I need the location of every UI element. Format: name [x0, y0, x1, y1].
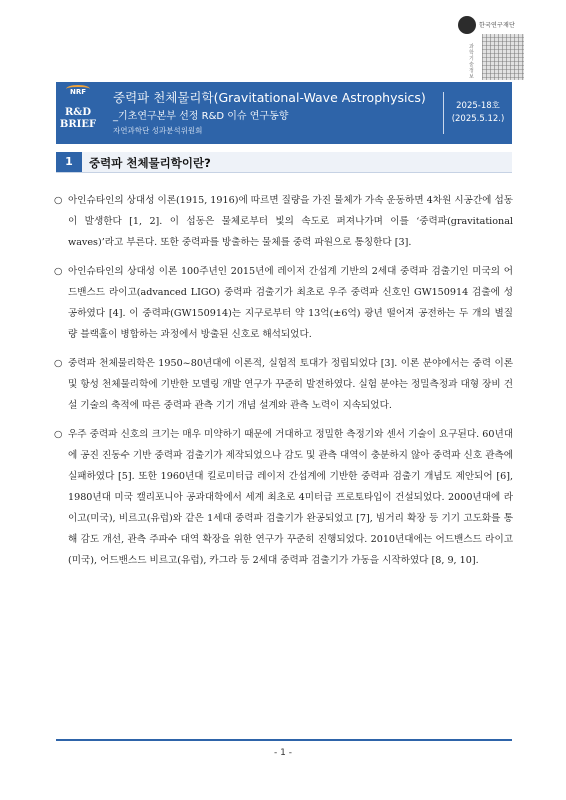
section-title: 중력파 천체물리학이란? — [89, 156, 211, 170]
foundation-logo-icon — [458, 16, 476, 34]
paragraph — [54, 190, 513, 253]
section-number: 1 — [56, 152, 82, 172]
document-title: 중력파 천체물리학(Gravitational-Wave Astrophysics) — [113, 90, 426, 105]
bullet-circle-icon: ○ — [54, 429, 63, 440]
logo-brief: BRIEF — [59, 119, 97, 130]
issue-number: 2025-18호 — [456, 101, 500, 111]
issue-date: (2025.5.12.) — [451, 114, 505, 124]
bullet-circle-icon: ○ — [54, 266, 63, 277]
paragraph-text: 중력파 천체물리학은 1950~80년대에 이론적, 실험적 토대가 정립되었다 [3]. 이론 분야에서는 중력 이론 및 항성 천체물리학에 기반한 모델링 개발 연구가 꾸준히 발전하였다. 실험 분야는 정밀측정과 대형 장비 건설 기술의 축적에 따른 중력파 관측 기기 개념 설계와 관측 노력이 지속되었다. — [68, 358, 513, 411]
paragraph-text: 아인슈타인의 상대성 이론(1915, 1916)에 따르면 질량을 가진 물체가 가속 운동하면 4차원 시공간에 섭동이 발생한다 [1, 2]. 이 섭동은 물체로부터 빛의 속도로 퍼져나가며 이를 ‘중력파(gravitational waves)’라고 부른다. 또한 중력파를 방출하는 물체를 중력 파원으로 통칭한다 [3]. — [68, 195, 513, 248]
document-subtitle: _기초연구본부 선정 R&D 이슈 연구동향 — [113, 111, 289, 122]
paragraph-text: 우주 중력파 신호의 크기는 매우 미약하기 때문에 거대하고 정밀한 측정기와 센서 기술이 요구된다. 60년대에 공진 진동수 기반 중력파 검출기가 제작되었으나 감도 및 관측 대역이 충분하지 않아 중력파 신호 관측에 실패하였다 [5]. 또한 1960년대 킬로미터급 레이저 간섭계에 기반한 중력파 검출기 개념도 제안되어 [6], 1980년대 미국 캘리포니아 공과대학에서 세계 최초로 4미터급 프로토타입이 건설되었다. 2000년대에 라이고(미국), 비르고(유럽)와 같은 1세대 중력파 검출기가 완공되었고 [7], 빔거리 확장 등 기기 고도화를 통해 감도 개선, 관측 주파수 대역 확장을 위한 연구가 꾸준히 진행되었다. 2010년대에는 어드밴스드 라이고 (미국), 어드밴스드 비르고(유럽), 카그라 등 2세대 중력파 검출기가 가동을 시작하였다 [8, 9, 10]. — [68, 429, 513, 566]
document-organization: 자연과학단 성과분석위원회 — [113, 126, 203, 135]
rd-brief-logo — [56, 82, 100, 144]
page-number: - 1 - — [274, 748, 292, 758]
corner-side-text: 과학기술정보 — [469, 44, 474, 80]
logo-nrf-text: NRF — [69, 88, 87, 96]
logo-rd: R&D — [64, 107, 91, 118]
logo-rd-brief-text — [56, 107, 100, 131]
header-divider — [443, 92, 444, 134]
foundation-logo-text: 한국연구재단 — [479, 22, 515, 29]
qr-code-icon — [482, 34, 524, 80]
paragraph — [54, 353, 513, 416]
paragraph — [54, 424, 513, 571]
paragraph — [54, 261, 513, 345]
footer-divider — [56, 739, 512, 741]
bullet-circle-icon: ○ — [54, 358, 63, 369]
bullet-circle-icon: ○ — [54, 195, 63, 206]
paragraph-text: 아인슈타인의 상대성 이론 100주년인 2015년에 레이저 간섭계 기반의 2세대 중력파 검출기인 미국의 어드밴스드 라이고(advanced LIGO) 중력파 검출기가 최초로 우주 중력파 신호인 GW150914 검출에 성공하였다 [4]. 이 중력파(GW150914)는 지구로부터 약 13억(±6억) 광년 떨어져 공전하는 두 개의 별질량 블랙홀이 병합하는 과정에서 방출된 신호로 해석되었다. — [68, 266, 513, 340]
body-content — [54, 190, 513, 579]
